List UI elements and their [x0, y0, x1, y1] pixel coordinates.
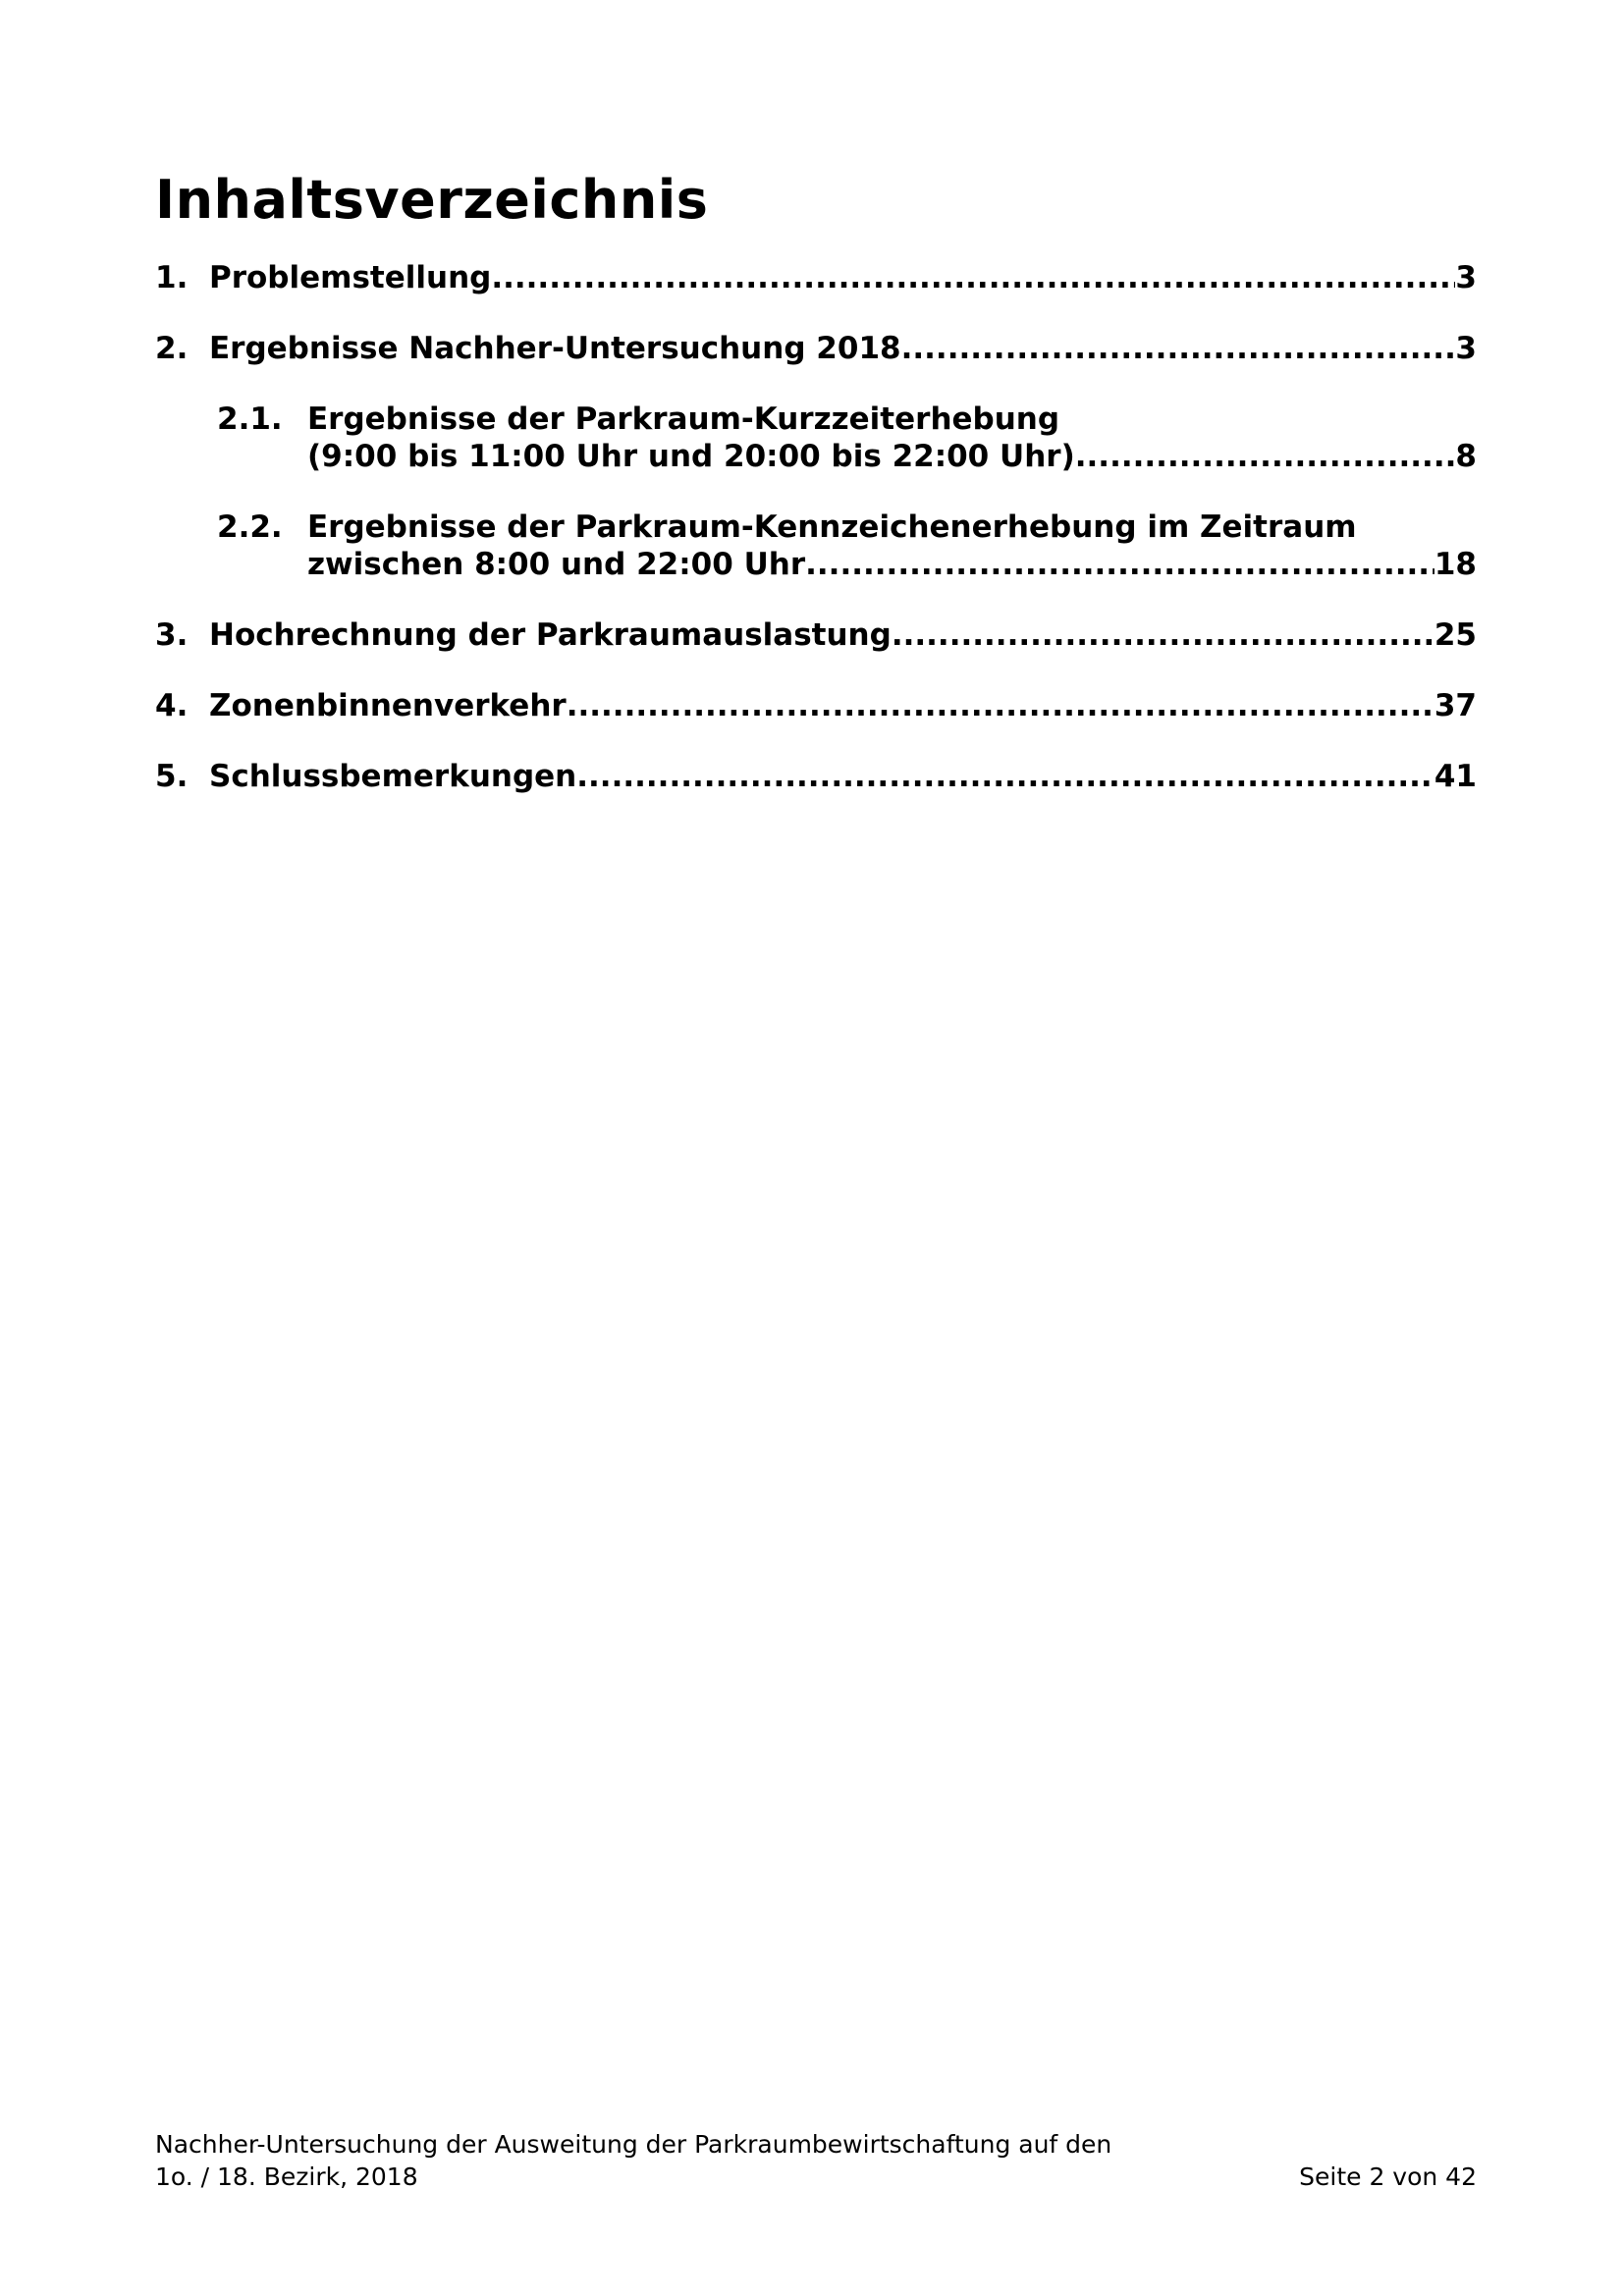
toc-entry-1[interactable]: [155, 259, 1477, 296]
page-title: Inhaltsverzeichnis: [155, 169, 709, 231]
toc-entry-title: Hochrechnung der Parkraumauslastung: [209, 617, 892, 653]
toc-dot-leader: [576, 758, 1434, 795]
toc-entry-page: 37: [1434, 688, 1477, 723]
toc-entry-page: 3: [1455, 331, 1477, 366]
toc-entry-title: zwischen 8:00 und 22:00 Uhr: [307, 547, 806, 582]
toc-entry-title: Schlussbemerkungen: [209, 759, 577, 794]
toc-entry-title-line: Ergebnisse der Parkraum-Kurzzeiterhebung: [307, 401, 1060, 437]
toc-entry-title: Ergebnisse Nachher-Untersuchung 2018: [209, 331, 901, 366]
toc-entry-title-line: Ergebnisse der Parkraum-Kennzeichenerhebung im Zeitraum: [307, 509, 1357, 545]
toc-entry-number: 3.: [155, 617, 189, 653]
toc-dot-leader: [805, 546, 1434, 583]
toc-dot-leader: [901, 330, 1456, 367]
toc-entry-3[interactable]: [155, 616, 1477, 654]
footer-page-number: Seite 2 von 42: [1299, 2163, 1477, 2191]
toc-entry-page: 3: [1455, 260, 1477, 295]
toc-entry-page: 25: [1434, 617, 1477, 653]
toc-entry-number: 2.: [155, 331, 189, 366]
toc-entry-number: 5.: [155, 759, 189, 794]
toc-entry-2-2[interactable]: [217, 508, 1477, 583]
toc-dot-leader: [567, 687, 1434, 724]
footer-document-subtitle: 1o. / 18. Bezirk, 2018: [155, 2163, 418, 2191]
toc-entry-2[interactable]: [155, 330, 1477, 367]
toc-entry-page: 8: [1455, 439, 1477, 474]
table-of-contents: [155, 259, 1477, 828]
toc-entry-title: (9:00 bis 11:00 Uhr und 20:00 bis 22:00 Uhr): [307, 439, 1075, 474]
toc-entry-5[interactable]: [155, 758, 1477, 795]
toc-entry-title: Zonenbinnenverkehr: [209, 688, 567, 723]
toc-entry-number: 2.1.: [217, 401, 283, 437]
toc-entry-number: 4.: [155, 688, 189, 723]
toc-entry-number: 2.2.: [217, 509, 283, 545]
toc-entry-page: 18: [1434, 547, 1477, 582]
toc-entry-page: 41: [1434, 759, 1477, 794]
toc-dot-leader: [1075, 438, 1456, 475]
toc-entry-2-1[interactable]: [217, 400, 1477, 475]
toc-dot-leader: [491, 259, 1455, 296]
toc-entry-title: Problemstellung: [209, 260, 492, 295]
toc-entry-4[interactable]: [155, 687, 1477, 724]
page-footer: [155, 2128, 1477, 2193]
footer-document-title: Nachher-Untersuchung der Ausweitung der Parkraumbewirtschaftung auf den: [155, 2130, 1112, 2159]
toc-entry-number: 1.: [155, 260, 189, 295]
toc-dot-leader: [892, 616, 1434, 654]
